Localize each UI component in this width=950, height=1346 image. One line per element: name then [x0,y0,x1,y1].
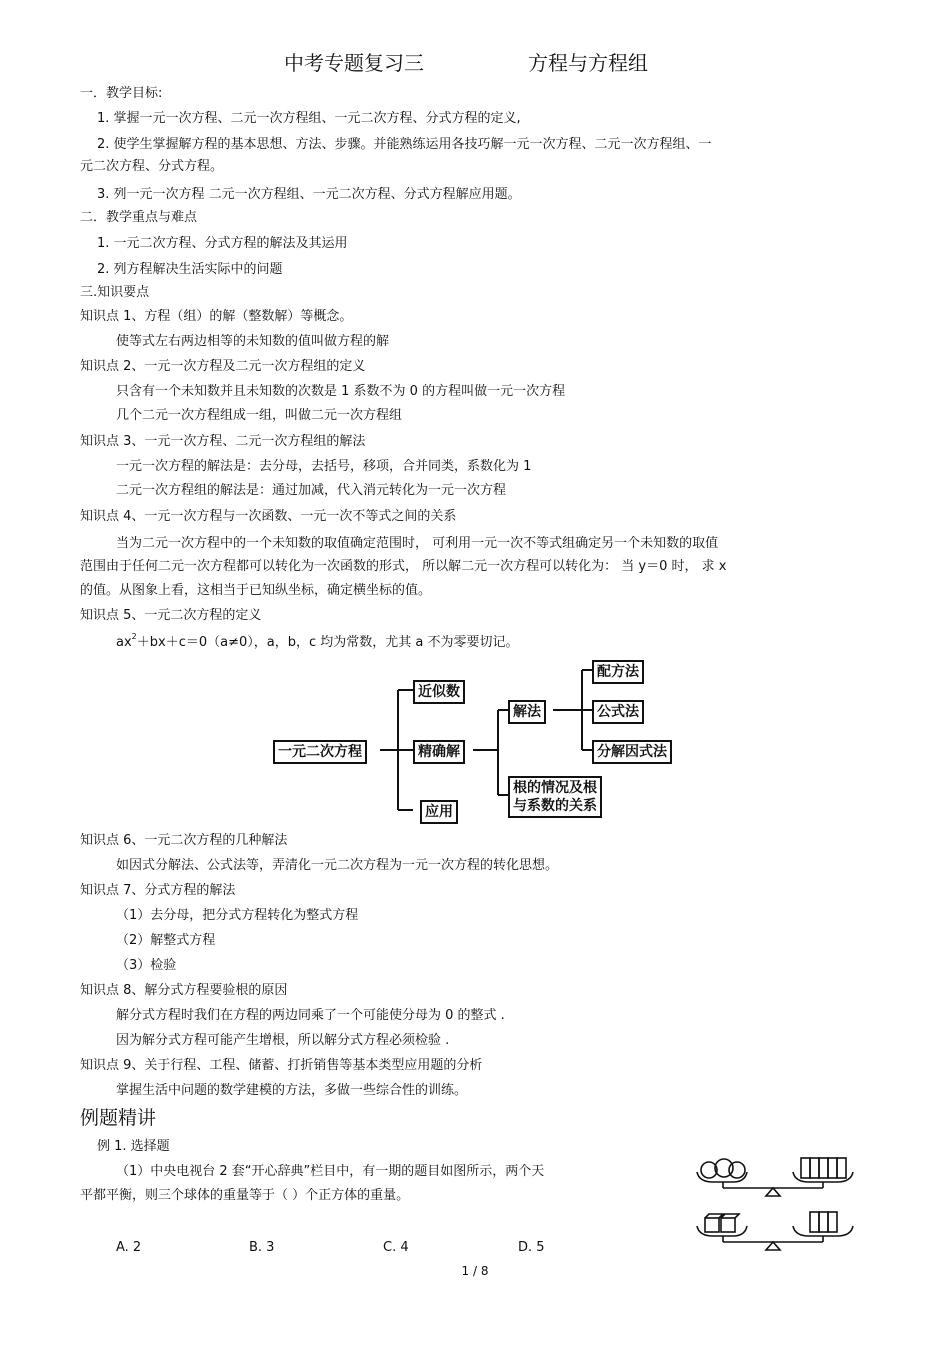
knowledge-point-4-text-a: 当为二元一次方程中的一个未知数的取值确定范围时， 可利用一元一次不等式组确定另一个未知数的取值 [116,536,719,551]
knowledge-point-5: 知识点 5、一元二次方程的定义 [80,608,262,623]
diagram-node-roots [508,776,602,818]
option-a: A. 2 [116,1240,142,1255]
knowledge-point-3-text-a: 一元一次方程的解法是：去分母，去括号，移项，合并同类，系数化为 1 [116,459,532,474]
balance-scale-illustration [693,1148,863,1258]
option-d: D. 5 [518,1240,545,1255]
knowledge-point-8-text-b: 因为解分式方程可能产生增根，所以解分式方程必须检验 . [116,1033,450,1048]
goal-item-3: 3. 列一元一次方程 二元一次方程组、一元二次方程、分式方程解应用题。 [97,187,521,202]
knowledge-point-6-text: 如因式分解法、公式法等，弄清化一元二次方程为一元一次方程的转化思想。 [116,858,559,873]
goal-item-2-line1: 2. 使学生掌握解方程的基本思想、方法、步骤。并能熟练运用各技巧解一元一次方程、二元一次方程组、一 [97,137,712,152]
diagram-node-approx: 近似数 [413,680,465,704]
knowledge-point-8-text-a: 解分式方程时我们在方程的两边同乘了一个可能使分母为 0 的整式 . [116,1008,505,1023]
knowledge-point-2-text-b: 几个二元一次方程组成一组，叫做二元一次方程组 [116,408,403,423]
knowledge-point-3-text-b: 二元一次方程组的解法是：通过加减，代入消元转化为一元一次方程 [116,483,507,498]
page-title-left: 中考专题复习三 [284,51,424,75]
knowledge-point-4: 知识点 4、一元一次方程与一次函数、一元一次不等式之间的关系 [80,509,457,524]
examples-heading: 例题精讲 [80,1107,157,1129]
diagram-node-exact: 精确解 [413,740,465,764]
page-number: 1 / 8 [461,1264,489,1278]
knowledge-point-4-text-b: 范围由于任何二元一次方程都可以转化为一次函数的形式， 所以解二元一次方程可以转化为： 当 y＝0 时， 求 x [80,559,727,574]
knowledge-point-3: 知识点 3、一元一次方程、二元一次方程组的解法 [80,434,366,449]
quadratic-rest: ＋bx＋c＝0（a≠0），a，b，c 均为常数，尤其 a 不为零要切记。 [136,635,519,650]
question-1-line1: （1）中央电视台 2 套“开心辞典”栏目中，有一期的题目如图所示，两个天 [116,1164,545,1179]
knowledge-point-1: 知识点 1、方程（组）的解（整数解）等概念。 [80,309,353,324]
diagram-node-formula: 公式法 [592,700,644,724]
quadratic-equation-definition [116,632,519,652]
focus-item-1: 1. 一元二次方程、分式方程的解法及其运用 [97,236,348,251]
knowledge-point-2: 知识点 2、一元一次方程及二元一次方程组的定义 [80,359,366,374]
knowledge-point-9: 知识点 9、关于行程、工程、储蓄、打折销售等基本类型应用题的分析 [80,1058,483,1073]
diagram-node-root: 一元二次方程 [273,740,367,764]
option-b: B. 3 [249,1240,275,1255]
focus-item-2: 2. 列方程解决生活实际中的问题 [97,262,283,277]
goal-item-2-line2: 元二次方程、分式方程。 [80,159,224,174]
page-title-right: 方程与方程组 [528,51,648,75]
diagram-node-completing-square: 配方法 [592,660,644,684]
quadratic-concept-diagram [270,656,700,828]
diagram-node-roots-line2: 与系数的关系 [513,798,597,814]
knowledge-point-7-step-3: （3）检验 [116,958,177,973]
knowledge-point-9-text: 掌握生活中问题的数学建模的方法，多做一些综合性的训练。 [116,1083,468,1098]
diagram-node-methods: 解法 [508,700,546,724]
section-heading-goals: 一．教学目标: [80,86,163,101]
example-1-label: 例 1. 选择题 [97,1139,170,1154]
knowledge-point-7: 知识点 7、分式方程的解法 [80,883,236,898]
knowledge-point-1-text: 使等式左右两边相等的未知数的值叫做方程的解 [116,334,390,349]
diagram-node-apply: 应用 [420,800,458,824]
knowledge-point-4-text-c: 的值。从图象上看，这相当于已知纵坐标，确定横坐标的值。 [80,583,432,598]
quadratic-term: ax [116,635,132,650]
section-heading-focus: 二．教学重点与难点 [80,210,198,225]
option-c: C. 4 [383,1240,409,1255]
diagram-node-factoring: 分解因式法 [592,740,672,764]
knowledge-point-6: 知识点 6、一元二次方程的几种解法 [80,833,288,848]
diagram-node-roots-line1: 根的情况及根 [513,780,597,796]
knowledge-point-2-text-a: 只含有一个未知数并且未知数的次数是 1 系数不为 0 的方程叫做一元一次方程 [116,384,566,399]
knowledge-point-8: 知识点 8、解分式方程要验根的原因 [80,983,288,998]
knowledge-point-7-step-1: （1）去分母，把分式方程转化为整式方程 [116,908,359,923]
knowledge-point-7-step-2: （2）解整式方程 [116,933,216,948]
exponent: 2 [131,632,137,641]
question-1-line2: 平都平衡，则三个球体的重量等于（ ）个正方体的重量。 [80,1188,410,1203]
section-heading-knowledge: 三.知识要点 [80,285,150,300]
goal-item-1: 1. 掌握一元一次方程、二元一次方程组、一元二次方程、分式方程的定义, [97,111,521,126]
